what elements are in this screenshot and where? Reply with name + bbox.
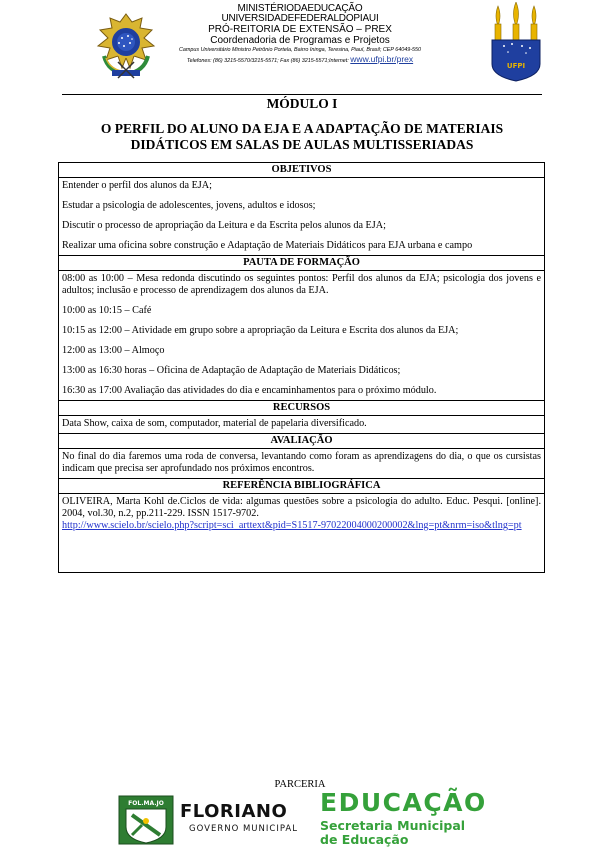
pauta-item: 08:00 as 10:00 – Mesa redonda discutindo os seguintes pontos: Perfil dos alunos da EJA; psicologia dos jovens e adultos; inclusão e processo de aprendizagem dos alunos da EJA. (62, 273, 541, 296)
referencia-text: OLIVEIRA, Marta Kohl de.Ciclos de vida: algumas questões sobre a psicologia do adulto. Educ. Pesqui. [online]. 2004, vol.30, n.2, pp.211-229. ISSN 1517-9702. (62, 496, 541, 519)
header-divider (62, 94, 542, 95)
objetivo-item: Realizar uma oficina sobre construção e Adaptação de Materiais Didáticos para EJA urbana e campo (62, 240, 473, 251)
objetivo-item: Entender o perfil dos alunos da EJA; (62, 180, 212, 191)
parceria-label: PARCERIA (274, 779, 326, 790)
avaliacao-body (59, 449, 544, 479)
header-url-link[interactable]: www.ufpi.br/prex (350, 54, 414, 64)
objetivos-body (59, 178, 544, 256)
header-pro-reitoria: PRÓ-REITORIA DE EXTENSÃO – PREX (208, 24, 392, 35)
header-university: UNIVERSIDADEFEDERALDOPIAUI (221, 13, 379, 24)
referencia-link[interactable]: http://www.scielo.br/scielo.php?script=sci_arttext&pid=S1517-97022004000200002&lng=pt&nrm=iso&tlng=pt (62, 520, 522, 531)
module-title: MÓDULO I (266, 96, 338, 111)
pauta-item: 13:00 as 16:30 horas – Oficina de Adaptação de Adaptação de Materiais Didáticos; (62, 365, 401, 376)
objetivo-item: Discutir o processo de apropriação da Leitura e da Escrita pelos alunos da EJA; (62, 220, 386, 231)
educacao-subtitle-1: Secretaria Municipal (320, 818, 466, 833)
header-address: Campus Universitário Ministro Petrônio Portela, Bairro Ininga, Teresina, Piauí, Brasil; CEP 64049-550 (179, 47, 421, 53)
module-table (58, 162, 545, 573)
avaliacao-text: No final do dia faremos uma roda de conversa, levantando como foram as aprendizagens do dia, o que os cursistas indicam que precisa ser aprofundado nos próximos encontros. (62, 451, 541, 474)
ufpi-crest-icon (488, 2, 544, 82)
floriano-name: FLORIANO (180, 801, 288, 822)
referencia-body (59, 494, 544, 573)
pauta-heading: PAUTA DE FORMAÇÃO (59, 256, 544, 271)
pauta-item: 10:00 as 10:15 – Café (62, 305, 152, 316)
pauta-body (59, 271, 544, 401)
main-title (60, 121, 544, 153)
main-title-line-2: DIDÁTICOS EM SALAS DE AULAS MULTISSERIADAS (130, 137, 474, 152)
institution-header (150, 4, 450, 66)
educacao-logo-text: EDUCAÇÃO (320, 788, 487, 817)
floriano-emblem-label: FOL.MA.JO (128, 800, 164, 807)
pauta-item: 16:30 as 17:00 Avaliação das atividades do dia e encaminhamentos para o próximo módulo. (62, 385, 437, 396)
ufpi-crest-label: UFPI (506, 62, 526, 70)
header-ministry: MINISTÉRIODAEDUCAÇÃO (237, 3, 363, 14)
objetivos-heading: OBJETIVOS (59, 163, 544, 178)
avaliacao-heading: AVALIAÇÃO (59, 434, 544, 449)
floriano-subtitle: GOVERNO MUNICIPAL (189, 824, 298, 834)
header-contacts (150, 55, 450, 66)
recursos-text: Data Show, caixa de som, computador, material de papelaria diversificado. (62, 418, 367, 429)
educacao-subtitle-2: de Educação (320, 832, 409, 847)
brazil-coat-of-arms-icon (94, 12, 158, 80)
floriano-emblem-icon (118, 795, 174, 845)
pauta-item: 12:00 as 13:00 – Almoço (62, 345, 165, 356)
objetivo-item: Estudar a psicologia de adolescentes, jovens, adultos e idosos; (62, 200, 316, 211)
referencia-link-wrap (62, 520, 541, 532)
header-phones: Telefones: (86) 3215-5570/3215-5571; Fax (86) 3215-5571;Internet: (186, 58, 349, 64)
recursos-body (59, 416, 544, 434)
main-title-line-1: O PERFIL DO ALUNO DA EJA E A ADAPTAÇÃO DE MATERIAIS (100, 121, 504, 136)
pauta-item: 10:15 as 12:00 – Atividade em grupo sobre a apropriação da Leitura e Escrita dos alunos da EJA; (62, 325, 459, 336)
header-coordenadoria: Coordenadoria de Programas e Projetos (210, 35, 390, 46)
referencia-heading: REFERÊNCIA BIBLIOGRÁFICA (59, 479, 544, 494)
recursos-heading: RECURSOS (59, 401, 544, 416)
